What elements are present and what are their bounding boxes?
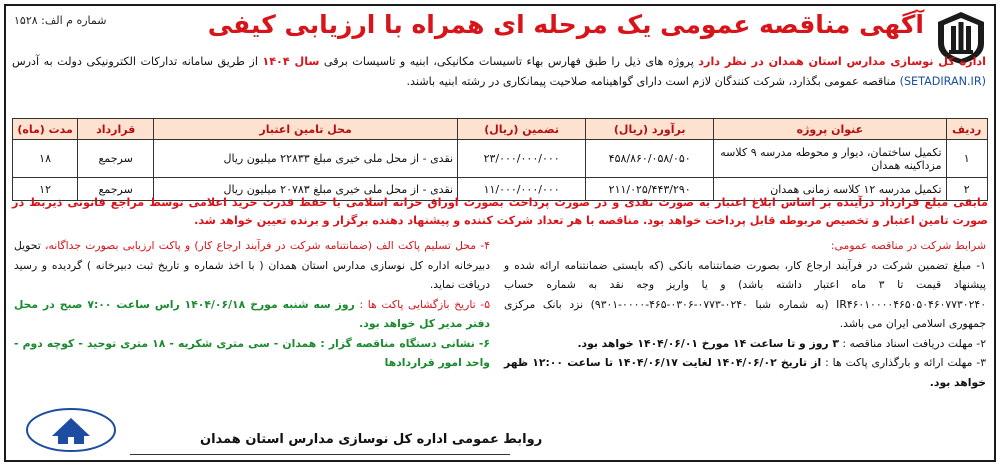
conditions-right-column bbox=[504, 236, 986, 392]
condition-item-4 bbox=[14, 236, 490, 295]
conditions-left-column bbox=[14, 236, 490, 373]
projects-table bbox=[12, 118, 988, 201]
payment-warning: مابقی مبلغ قرارداد درآینده بر اساس ابلاغ اعتبار به صورت نقدی و در صورت پرداخت بصورت اوراق خزانه اسلامی با حفظ قدرت خرید اعلامی توسط مراجع قانونی ذیربط در صورت تامین اعتبار و تخصیص مربوطه قابل پرداخت خواهد بود. مناقصه با هر تعداد شرکت کننده و پیشنهاد دهنده برگزار و برنده تعیین خواهد شد. bbox=[12, 196, 988, 227]
intro-text-1: پروژه های ذیل را طبق فهارس بهاء تاسیسات مکانیکی، ابنیه و تاسیسات برقی bbox=[319, 55, 699, 68]
cell-duration: ۱۸ bbox=[13, 140, 78, 178]
table-header-row bbox=[13, 119, 988, 140]
conditions-heading: شرایط شرکت در مناقصه عمومی: bbox=[830, 239, 986, 252]
condition-item-3 bbox=[504, 353, 986, 392]
intro-text-3: مناقصه عمومی بگذارد، شرکت کنندگان لازم است دارای گواهینامه صلاحیت پیمانکاری در رشته ابنیه باشند. bbox=[406, 75, 900, 88]
cell-duration: ۱۲ bbox=[13, 178, 78, 201]
notice-title: آگهی مناقصه عمومی یک مرحله ای همراه با ارزیابی کیفی bbox=[207, 10, 924, 39]
condition-item-5-label: ۵- تاریخ بازگشایی پاکت ها : bbox=[354, 297, 491, 311]
cell-estimate: ۴۵۸/۸۶۰/۰۵۸/۰۵۰ bbox=[586, 140, 714, 178]
header-contract: قرارداد bbox=[78, 119, 154, 140]
condition-item-2 bbox=[504, 334, 986, 354]
signature-underline bbox=[130, 454, 510, 455]
condition-item-4-value: تحویل دبیرخانه اداره کل نوسازی مدارس استان همدان ( با اخذ شماره و تاریخ ثبت دبیرخانه ) گردیده و رسید دریافت نماید. bbox=[14, 239, 490, 291]
condition-item-4-label: ۴- محل تسلیم پاکت الف (ضمانتنامه شرکت در فرآیند ارجاع کار) و پاکت ارزیابی بصورت جداگانه، bbox=[40, 239, 490, 252]
condition-item-6-value: همدان - سی متری شکریه - ۱۸ متری توحید - کوچه دوم - واحد امور قراردادها bbox=[14, 336, 490, 369]
condition-item-2-value: ۳ روز و تا ساعت ۱۴ مورخ ۱۴۰۴/۰۶/۰۱ خواهد بود. bbox=[577, 336, 839, 350]
cell-contract: سرجمع bbox=[78, 140, 154, 178]
condition-item-1: ۱- مبلغ تضمین شرکت در فرآیند ارجاع کار، بصورت ضمانتنامه بانکی (که بایستی ضمانتنامه ارائه شده و پیشنهاد قیمت تا ۳ ماه اعتبار داشته باشد) و یا واریز وجه نقد به شماره حساب IR۴۶۰۱۰۰۰۰۴۶۵۰۵۰۴۶۰۷۷۳۰۲۴۰ (به شماره شبا ۰۲۴۰-۰۷۷۳-۰۳۰۶-۴۶۵-۰۰۰۰-۹۳۰۱) نزد بانک مرکزی جمهوری اسلامی ایران می باشد. bbox=[504, 258, 987, 330]
cell-project: تکمیل مدرسه ۱۲ کلاسه زمانی همدان bbox=[714, 178, 946, 201]
header-estimate: برآورد (ریال) bbox=[586, 119, 714, 140]
table-row bbox=[13, 140, 988, 178]
intro-org: اداره کل نوسازی مدارس استان همدان در نظر دارد bbox=[698, 55, 986, 68]
cell-source: نقدی - از محل ملی خیری مبلغ ۲۲۸۳۳ میلیون ریال bbox=[154, 140, 458, 178]
intro-paragraph bbox=[12, 52, 986, 92]
header-row-number: ردیف bbox=[946, 119, 987, 140]
condition-item-6-label: ۶- نشانی دستگاه مناقصه گزار : bbox=[316, 336, 490, 350]
cell-row-number: ۱ bbox=[946, 140, 987, 178]
header-project: عنوان پروژه bbox=[714, 119, 946, 140]
cell-source: نقدی - از محل ملی خیری مبلغ ۲۰۷۸۳ میلیون ریال bbox=[154, 178, 458, 201]
header-duration: مدت (ماه) bbox=[13, 119, 78, 140]
condition-item-5 bbox=[14, 295, 490, 334]
cell-guarantee: ۱۱/۰۰۰/۰۰۰/۰۰۰ bbox=[458, 178, 586, 201]
intro-text-2: از طریق سامانه تدارکات الکترونیکی دولت به آدرس bbox=[12, 55, 263, 68]
condition-item-3-value: از تاریخ ۱۴۰۴/۰۶/۰۲ لغایت ۱۴۰۴/۰۶/۱۷ تا ساعت ۱۲:۰۰ ظهر خواهد بود. bbox=[504, 356, 986, 389]
condition-item-2-label: ۲- مهلت دریافت اسناد مناقصه : bbox=[839, 336, 986, 350]
cell-project: تکمیل ساختمان، دیوار و محوطه مدرسه ۹ کلاسه مزداکینه همدان bbox=[714, 140, 946, 178]
intro-year: سال ۱۴۰۴ bbox=[262, 55, 320, 68]
cell-contract: سرجمع bbox=[78, 178, 154, 201]
intro-site: (SETADIRAN.IR) bbox=[899, 75, 986, 88]
condition-item-5-value: روز سه شنبه مورخ ۱۴۰۴/۰۶/۱۸ راس ساعت ۷:۰۰ صبح در محل دفتر مدیر کل خواهد بود. bbox=[14, 297, 490, 330]
header-guarantee: تضمین (ریال) bbox=[458, 119, 586, 140]
school-emblem-icon bbox=[24, 406, 118, 454]
condition-item-3-label: ۳- مهلت ارائه و بارگذاری پاکت ها : bbox=[821, 356, 987, 369]
cell-row-number: ۲ bbox=[946, 178, 987, 201]
cell-guarantee: ۲۳/۰۰۰/۰۰۰/۰۰۰ bbox=[458, 140, 586, 178]
cell-estimate: ۲۱۱/۰۲۵/۴۴۳/۲۹۰ bbox=[586, 178, 714, 201]
condition-item-6 bbox=[14, 334, 490, 373]
public-relations-signature: روابط عمومی اداره کل نوسازی مدارس استان همدان bbox=[200, 432, 543, 447]
notice-number: شماره م الف: ۱۵۲۸ bbox=[14, 14, 107, 27]
header-source: محل تامین اعتبار bbox=[154, 119, 458, 140]
